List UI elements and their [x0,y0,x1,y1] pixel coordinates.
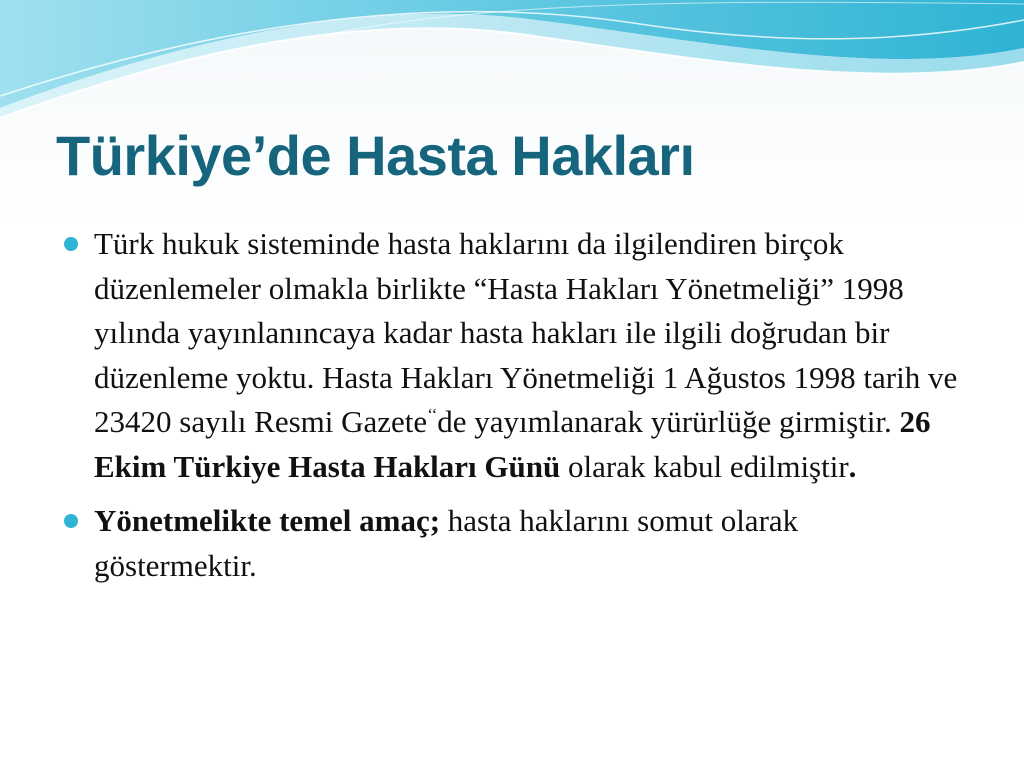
bullet-item [62,222,962,489]
bullet-list [62,222,962,598]
bullet-text: hasta haklarını somut olarak göstermektir. [94,503,799,583]
bullet-dot-icon [64,237,78,251]
bullet-text: Türk hukuk sisteminde hasta haklarını da ilgilendiren birçok düzenlemeler olmakla birlikte “Hasta Hakları Yönetmeliği” 1998 yılında yayınlanıncaya kadar hasta hakları ile ilgili doğrudan bir düzenleme yoktu. Hasta Hakları Yönetmeliği 1 Ağustos 1998 tarih ve 23420 sayılı Resmi Gazete [94,226,958,439]
bullet-emphasis: 26 Ekim Türkiye Hasta Hakları Günü [94,404,931,484]
bullet-period: . [848,448,857,484]
bullet-text: olarak kabul edilmiştir [560,448,849,484]
slide-title: Türkiye’de Hasta Hakları [56,124,695,187]
header-wave-decoration [0,0,1024,130]
bullet-dot-icon [64,514,78,528]
bullet-emphasis: Yönetmelikte temel amaç; [94,503,441,538]
bullet-item [62,499,962,588]
bullet-text: de yayımlanarak yürürlüğe girmiştir. [437,404,900,439]
quote-mark-superscript: ‘‘ [427,405,438,424]
